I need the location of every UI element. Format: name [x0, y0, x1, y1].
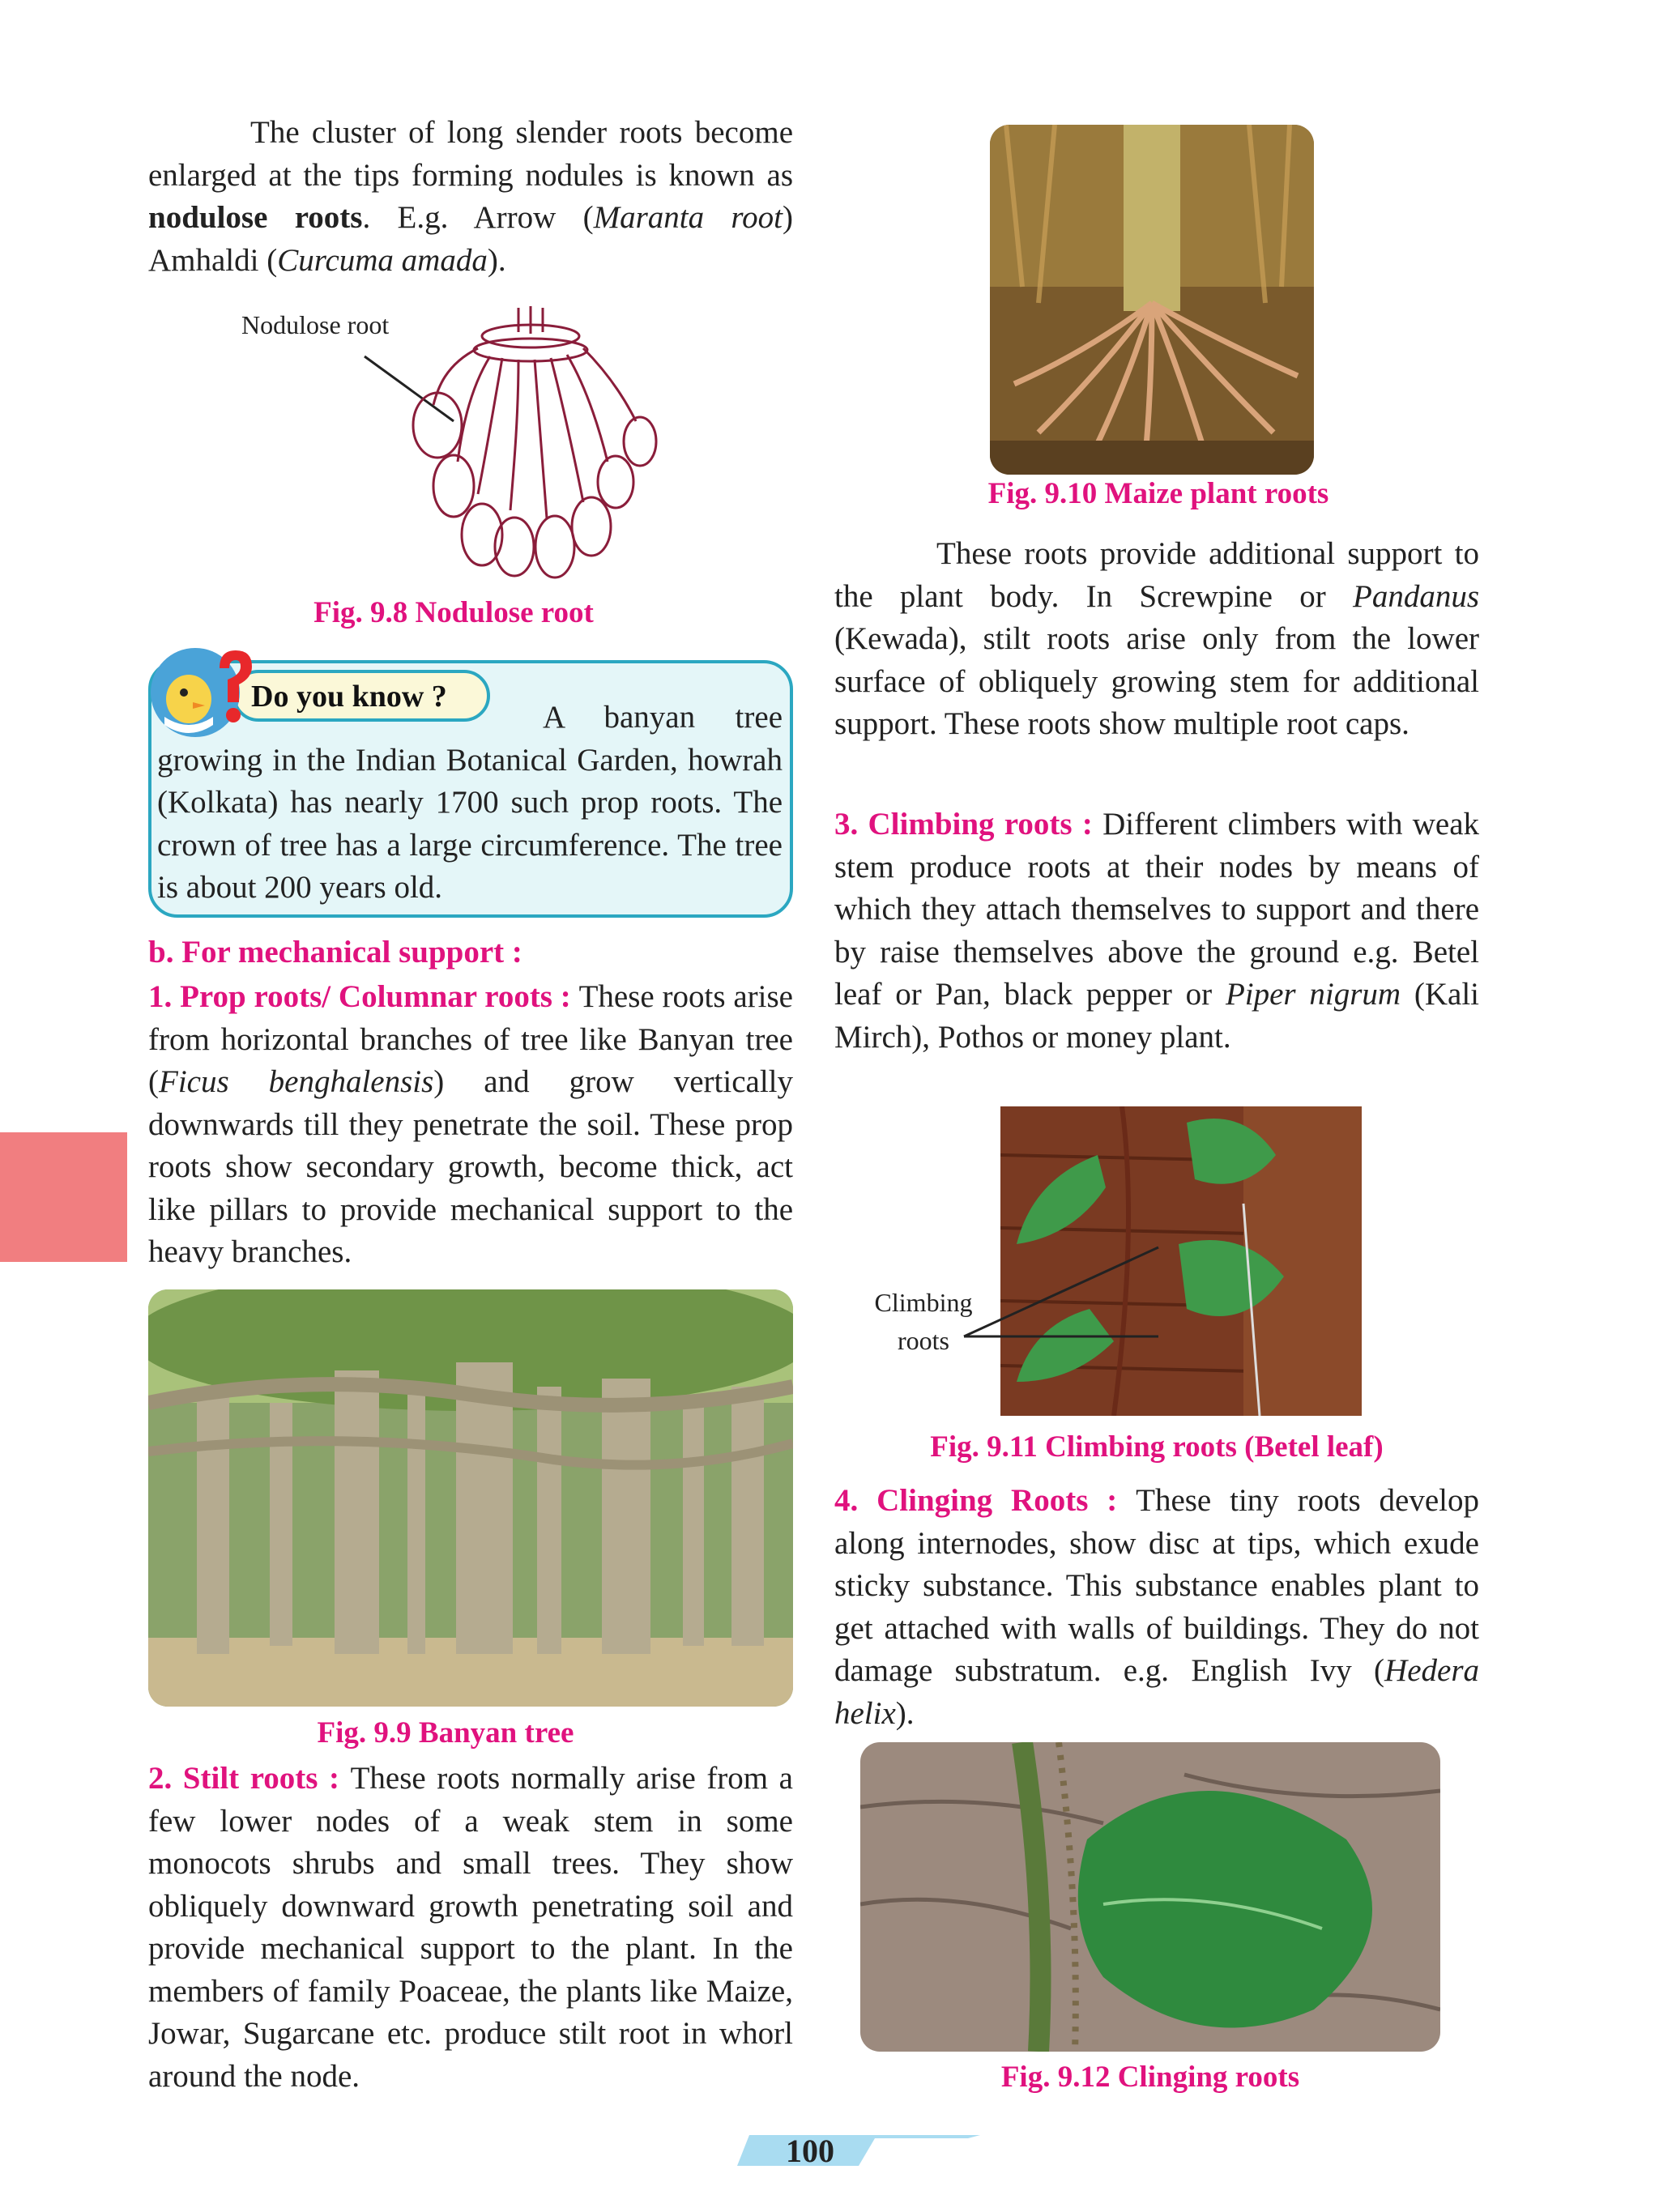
climbing-roots-label-1: Climbing — [874, 1288, 973, 1317]
section-b-heading: b. For mechanical support : — [148, 935, 522, 970]
fig-9-12-caption: Fig. 9.12 Clinging roots — [1000, 2061, 1300, 2094]
nodulose-root-label: Nodulose root — [241, 310, 390, 339]
stilt-support-paragraph: These roots provide additional support to the plant body. In Screwpine or Pandanus (Kewada), stilt roots arise only from the lower surface of obliquely growing stem for additional support. These roots show multiple root caps. — [834, 536, 1479, 741]
climbing-roots-paragraph: 3. Climbing roots : Different climbers with weak stem produce roots at their nodes by means of which they attach themselves to support and there by raise themselves above the ground e.g. Betel leaf or Pan, black pepper or Piper nigrum (Kali Mirch), Pothos or money plant. — [834, 807, 1480, 1055]
do-you-know-text: A banyan tree growing in the Indian Botanical Garden, howrah (Kolkata) has nearly 1700 such prop roots. The crown of tree has a large circumference. The tree is about 200 years old. — [157, 700, 783, 905]
chapter-side-tab — [0, 1132, 127, 1262]
fig-9-10-caption: Fig. 9.10 Maize plant roots — [987, 477, 1329, 510]
maize-roots-photo — [990, 125, 1314, 475]
prop-roots-paragraph: 1. Prop roots/ Columnar roots : These roots arise from horizontal branches of tree like Banyan tree (Ficus benghalensis) and grow vertically downwards till they penetrate the soil. These prop roots show secondary growth, become thick, act like pillars to provide mechanical support to the heavy branches. — [148, 979, 793, 1269]
clinging-roots-photo — [860, 1742, 1440, 2052]
banyan-tree-photo — [148, 1289, 793, 1707]
clinging-roots-paragraph: 4. Clinging Roots : These tiny roots develop along internodes, show disc at tips, which exude sticky substance. This substance enables plant to get attached with walls of buildings. They do not damage substratum. e.g. English Ivy (Hedera helix). — [834, 1483, 1479, 1731]
nodulose-paragraph: The cluster of long slender roots become enlarged at the tips forming nodules is known as nodulose roots. E.g. Arrow (Maranta root) Amhaldi (Curcuma amada). — [148, 115, 793, 278]
fig-9-9-caption: Fig. 9.9 Banyan tree — [317, 1716, 574, 1750]
climbing-roots-label-2: roots — [898, 1326, 949, 1355]
nodulose-root-illustration — [356, 300, 664, 583]
do-you-know-title: Do you know ? — [251, 680, 447, 714]
stilt-roots-paragraph: 2. Stilt roots : These roots normally arise from a few lower nodes of a weak stem in some monocots shrubs and small trees. They show obliquely downward growth penetrating soil and provide mechanical support to the plant. In the members of family Poaceae, the plants like Maize, Jowar, Sugarcane etc. produce stilt root in whorl around the node. — [148, 1761, 793, 2094]
fig-9-11-caption: Fig. 9.11 Climbing roots (Betel leaf) — [930, 1430, 1384, 1464]
page-number: 100 — [786, 2133, 834, 2169]
climbing-roots-pointer — [956, 1239, 1166, 1353]
fig-9-8-caption: Fig. 9.8 Nodulose root — [313, 596, 594, 629]
